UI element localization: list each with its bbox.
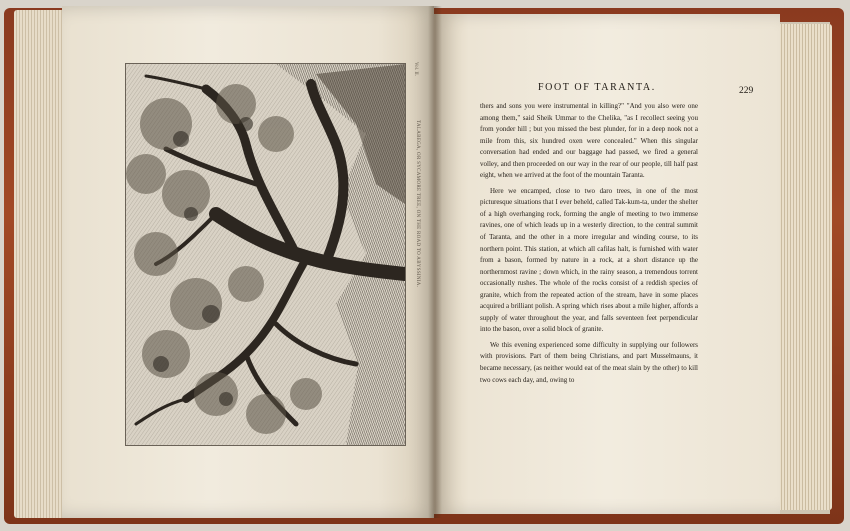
- page-number: 229: [739, 86, 754, 96]
- engraving-plate: [125, 63, 406, 446]
- plate-caption: TALABEGA, OR SYCAMORE TREE, ON THE ROAD TO ABYSSINIA.: [415, 120, 420, 288]
- running-head: FOOT OF TARANTA.: [538, 82, 656, 93]
- book-gutter: [428, 6, 442, 518]
- paragraph: We this evening experienced some difficulty in supplying our followers with provisions. Part of them being Christians, and part Musselmauns, it became necessary, (as neither would eat of the meat slain by the other) to kill two cows each day, and, owing to: [480, 340, 698, 384]
- paragraph: Here we encamped, close to two daro trees, in one of the most picturesque situations that I ever beheld, called Tak-kum-ta, under the shelter of a high overhanging rock, forming the angle of meeting to two immense ravines, one of which leads up in a westerly direction, to the central summit of Taranta, and the other in a more irregular and winding course, to its northern point. This station, at which all cafilas halt, is furnished with water from a bason, formed by nature in a rock, at a short distance up the northernmost ravine ; down which, in the rainy season, a tremendous torrent occasionally rushes. The whole of the rocks consist of a reddish species of granite, which from the repeated action of the stream, have in some places acquired a brilliant polish. A spring which rises about a mile higher, affords a supply of water throughout the year, and falls seventeen feet perpendicular into the bason, over a solid block of granite.: [480, 186, 698, 334]
- plate-volume-mark: Vol. II.: [413, 62, 418, 76]
- tree-engraving: [126, 64, 405, 445]
- page-body-text: [480, 101, 698, 386]
- paragraph: thers and sons you were instrumental in killing?" "And you also were one among them," said Sheik Ummar to the Chelika, "as I recollect seeing you from yonder hill ; but you missed the best plunder, for in a deep nook not a mile from this, six hundred oxen were concealed." When this singular conversation had ended and our baggage had passed, we fired a general volley, and then proceeded on our way in the rear of our people, till half past eight, when we arrived at the foot of the mountain Taranta.: [480, 102, 698, 180]
